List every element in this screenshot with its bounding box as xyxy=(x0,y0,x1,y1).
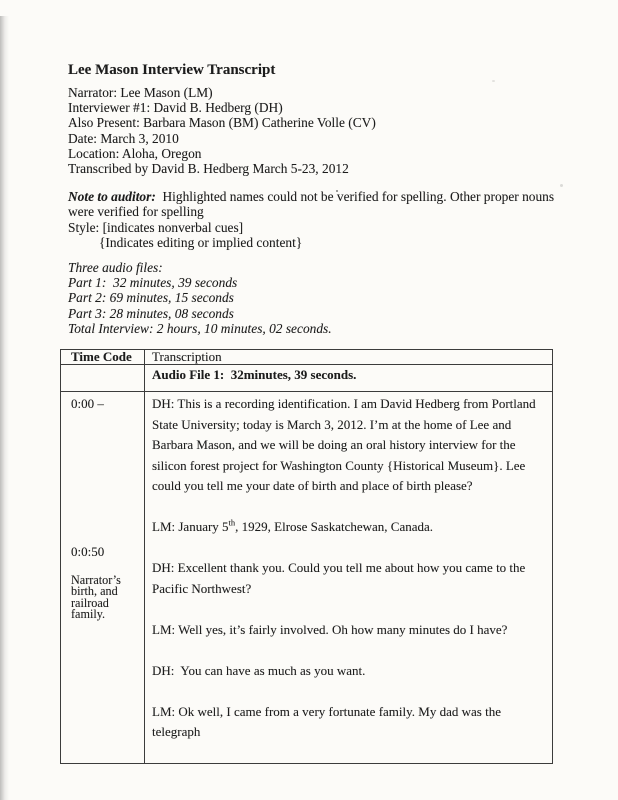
meta-line-also-present: Also Present: Barbara Mason (BM) Catherine Volle (CV) xyxy=(68,115,376,131)
transcript-paragraph-2 xyxy=(152,517,544,538)
paragraph-2-text: LM: January 5 xyxy=(152,519,229,535)
time-code-0-0-50: 0:0:50 xyxy=(71,544,105,560)
transcript-body-row xyxy=(61,392,553,764)
audio-files-intro: Three audio files: xyxy=(68,260,163,276)
transcript-paragraph-1: DH: This is a recording identification. I am David Hedberg from Portland State University; today is March 3, 2012. I’m at the home of Lee and Barbara Mason, and we will be doing an oral history interview for the silicon forest project for Washington County {Historical Museum}. Lee could you tell me your date of birth and place of birth please? xyxy=(152,396,539,494)
topic-note: Narrator’s birth, and railroad family. xyxy=(71,573,121,621)
audio-part-2: Part 2: 69 minutes, 15 seconds xyxy=(68,290,234,306)
ordinal-superscript: th xyxy=(228,517,236,528)
document-title: Lee Mason Interview Transcript xyxy=(68,62,276,78)
meta-line-location: Location: Aloha, Oregon xyxy=(68,145,202,161)
transcription-cell xyxy=(145,392,553,764)
meta-line-transcribed-by: Transcribed by David B. Hedberg March 5-23, 2012 xyxy=(68,161,349,177)
time-code-header-cell: Time Code xyxy=(61,350,145,365)
total-interview-line: Total Interview: 2 hours, 10 minutes, 02 seconds. xyxy=(68,320,332,336)
time-code-0-00: 0:00 – xyxy=(71,396,104,412)
time-code-cell xyxy=(61,392,145,764)
transcript-paragraph-5: DH: You can have as much as you want. xyxy=(152,662,366,678)
note-to-auditor-block xyxy=(68,189,574,250)
table-header-row xyxy=(61,350,553,365)
empty-time-cell xyxy=(61,365,145,392)
transcript-paragraph-3: DH: Excellent thank you. Could you tell me about how you came to the Pacific Northwest? xyxy=(152,560,529,596)
audio-part-1: Part 1: 32 minutes, 39 seconds xyxy=(68,275,238,291)
audio-file-1-heading: Audio File 1: 32minutes, 39 seconds. xyxy=(145,365,553,392)
style-line-2: {Indicates editing or implied content} xyxy=(99,234,303,250)
note-to-auditor-text: Highlighted names could not be verified for spelling. Other proper nouns were verified for spelling xyxy=(68,189,558,220)
meta-line-narrator: Narrator: Lee Mason (LM) xyxy=(68,85,213,100)
transcript-table xyxy=(60,349,553,764)
transcription-header-cell: Transcription xyxy=(145,350,553,365)
transcript-paragraph-4: LM: Well yes, it’s fairly involved. Oh how many minutes do I have? xyxy=(152,621,508,637)
style-line-1: Style: [indicates nonverbal cues] xyxy=(68,219,244,235)
paragraph-2-text-cont: , 1929, Elrose Saskatchewan, Canada. xyxy=(235,519,434,535)
meta-line-date: Date: March 3, 2010 xyxy=(68,130,179,146)
note-to-auditor-label: Note to auditor: xyxy=(68,189,156,205)
document-metadata xyxy=(68,85,574,176)
meta-line-interviewer: Interviewer #1: David B. Hedberg (DH) xyxy=(68,100,283,116)
audio-files-summary xyxy=(68,260,574,336)
audio-part-3: Part 3: 28 minutes, 08 seconds xyxy=(68,305,234,321)
audio-file-row xyxy=(61,365,553,392)
transcript-paragraph-6: LM: Ok well, I came from a very fortunate family. My dad was the telegraph xyxy=(152,703,505,740)
document-content xyxy=(68,62,574,764)
scan-edge-shadow xyxy=(0,16,9,800)
note-to-auditor-line xyxy=(68,189,574,219)
